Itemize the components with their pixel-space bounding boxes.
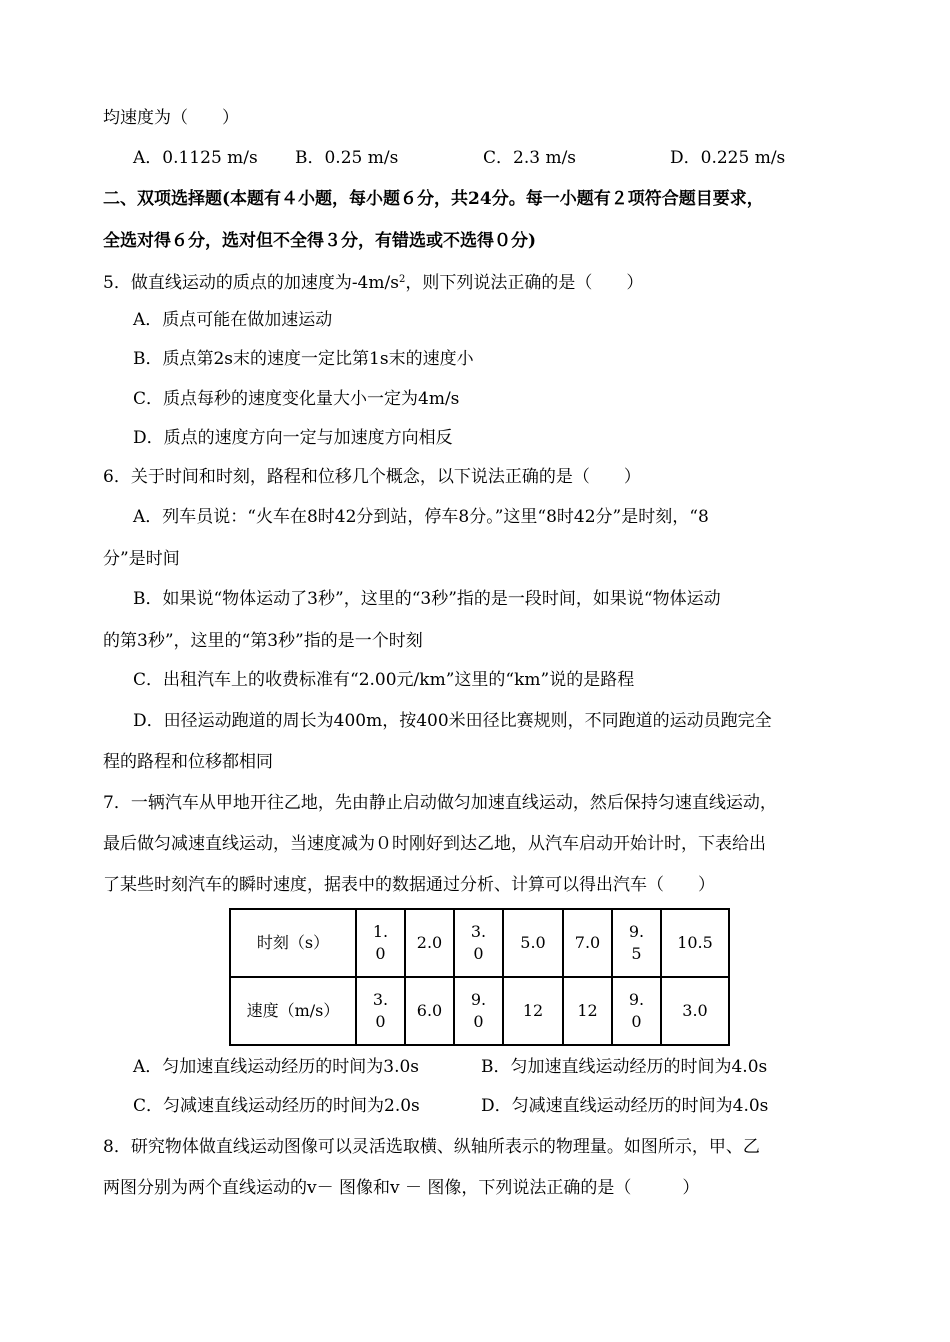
time-row xyxy=(230,909,729,977)
speed-cell: 3.0 xyxy=(661,977,729,1045)
time-cell: 7.0 xyxy=(563,909,612,977)
q6-option-a-line1: A．列车员说：“火车在8时42分到站，停车8分。”这里“8时42分”是时刻，“8 xyxy=(133,507,709,527)
q5-stem-sup: 2 xyxy=(398,274,406,285)
q8-stem-line2: 两图分别为两个直线运动的v－ 图像和v － 图像，下列说法正确的是（ ） xyxy=(103,1178,700,1198)
speed-cell: 6.0 xyxy=(405,977,454,1045)
speed-row xyxy=(230,977,729,1045)
q4-option-d: D．0.225 m/s xyxy=(670,148,786,168)
q7-option-d: D．匀减速直线运动经历的时间为4.0s xyxy=(481,1096,769,1116)
section2-heading-line1: 二、双项选择题(本题有４小题，每小题６分，共24分。每一小题有２项符合题目要求， xyxy=(103,189,764,209)
section2-heading-line2: 全选对得６分，选对但不全得３分，有错选或不选得０分) xyxy=(103,231,537,251)
q4-stem-tail: 均速度为（ ） xyxy=(103,108,239,128)
time-cell: 1. 0 xyxy=(356,909,405,977)
q4-option-b: B．0.25 m/s xyxy=(295,148,399,168)
q4-option-c: C．2.3 m/s xyxy=(483,148,577,168)
time-cell: 5.0 xyxy=(503,909,563,977)
speed-cell: 9. 0 xyxy=(454,977,503,1045)
q6-option-b-line1: B．如果说“物体运动了3秒”，这里的“3秒”指的是一段时间，如果说“物体运动 xyxy=(133,589,721,609)
q6-option-d-line1: D．田径运动跑道的周长为400m，按400米田径比赛规则，不同跑道的运动员跑完全 xyxy=(133,711,772,731)
time-header: 时刻（s） xyxy=(230,909,356,977)
time-cell: 2.0 xyxy=(405,909,454,977)
q5-stem-b: ，则下列说法正确的是（ ） xyxy=(405,273,644,293)
q7-data-table xyxy=(229,908,730,1046)
q5-option-d: D．质点的速度方向一定与加速度方向相反 xyxy=(133,428,453,448)
speed-cell: 12 xyxy=(563,977,612,1045)
q7-option-b: B．匀加速直线运动经历的时间为4.0s xyxy=(481,1057,768,1077)
q5-option-b: B．质点第2s末的速度一定比第1s末的速度小 xyxy=(133,349,474,369)
q5-stem-a: 5．做直线运动的质点的加速度为-4m/s xyxy=(103,273,399,293)
q5-option-c: C．质点每秒的速度变化量大小一定为4m/s xyxy=(133,389,460,409)
q7-option-a: A．匀加速直线运动经历的时间为3.0s xyxy=(133,1057,420,1077)
q7-option-c: C．匀减速直线运动经历的时间为2.0s xyxy=(133,1096,420,1116)
q8-stem-line1: 8．研究物体做直线运动图像可以灵活选取横、纵轴所表示的物理量。如图所示，甲、乙 xyxy=(103,1137,760,1157)
q4-option-a: A．0.1125 m/s xyxy=(133,148,258,168)
speed-cell: 3. 0 xyxy=(356,977,405,1045)
q6-option-a-line2: 分”是时间 xyxy=(103,549,180,569)
q5-stem xyxy=(103,269,643,294)
speed-cell: 9. 0 xyxy=(612,977,661,1045)
q6-stem: 6．关于时间和时刻，路程和位移几个概念，以下说法正确的是（ ） xyxy=(103,467,641,487)
speed-header: 速度（m/s） xyxy=(230,977,356,1045)
q5-option-a: A．质点可能在做加速运动 xyxy=(133,310,333,330)
q6-option-b-line2: 的第3秒”，这里的“第3秒”指的是一个时刻 xyxy=(103,631,423,651)
q7-stem-line2: 最后做匀减速直线运动，当速度减为０时刚好到达乙地，从汽车启动开始计时，下表给出 xyxy=(103,834,766,854)
q7-stem-line3: 了某些时刻汽车的瞬时速度，据表中的数据通过分析、计算可以得出汽车（ ） xyxy=(103,875,715,895)
q7-stem-line1: 7．一辆汽车从甲地开往乙地，先由静止启动做匀加速直线运动，然后保持匀速直线运动， xyxy=(103,793,777,813)
time-cell: 3. 0 xyxy=(454,909,503,977)
speed-cell: 12 xyxy=(503,977,563,1045)
time-cell: 9. 5 xyxy=(612,909,661,977)
time-cell: 10.5 xyxy=(661,909,729,977)
q6-option-d-line2: 程的路程和位移都相同 xyxy=(103,752,273,772)
q6-option-c: C．出租汽车上的收费标准有“2.00元/km”这里的“km”说的是路程 xyxy=(133,670,635,690)
